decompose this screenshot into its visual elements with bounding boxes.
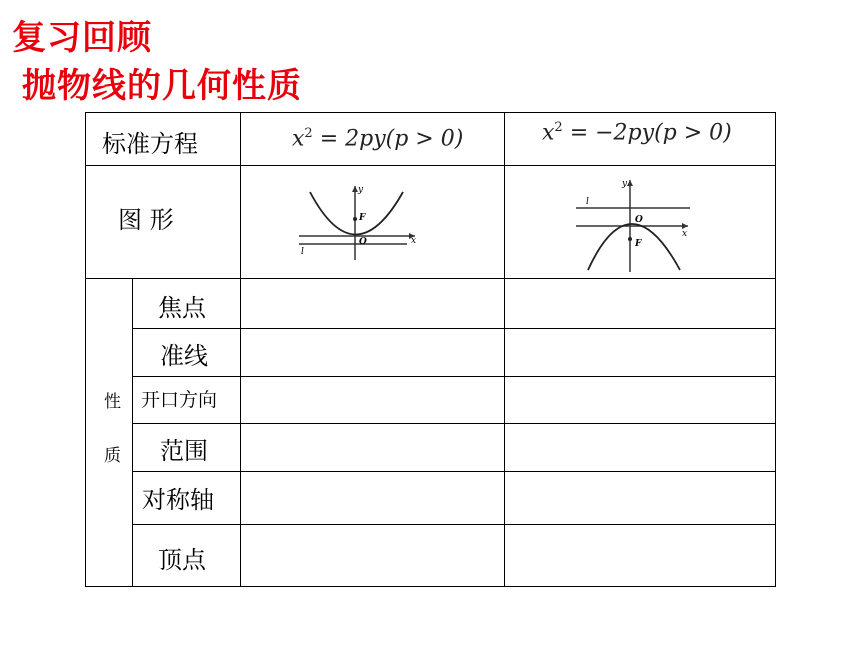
group-label-bottom: 质 <box>104 446 121 466</box>
table-border-right <box>775 112 776 587</box>
graph-x-label: x <box>682 229 688 239</box>
table-border-bottom <box>85 586 776 587</box>
focus-point <box>353 217 357 221</box>
parabola-down-graph <box>570 176 695 274</box>
table-line-row1 <box>132 328 776 329</box>
graph-o-label: O <box>635 215 643 225</box>
row-label-range: 范围 <box>160 437 208 465</box>
figure-label: 图 形 <box>118 206 174 234</box>
table-line-after-header <box>85 165 776 166</box>
parabola-up-graph <box>295 182 420 262</box>
table-border-left <box>85 112 86 587</box>
table-line-row4 <box>132 471 776 472</box>
row-label-opening-direction: 开口方向 <box>141 389 218 411</box>
row-label-focus: 焦点 <box>158 294 206 322</box>
graph-y-label: y <box>622 179 628 189</box>
graph-o-label: O <box>359 237 367 247</box>
equation-upward <box>292 126 463 151</box>
table-line-group-col <box>132 279 133 587</box>
eq1-rest: = 2py(p > 0) <box>312 126 464 152</box>
graph-f-label: F <box>635 239 642 249</box>
graph-l-label: l <box>586 197 589 207</box>
y-axis-arrow <box>627 180 633 186</box>
parabola-curve <box>310 192 403 235</box>
eq2-base: x <box>542 120 555 146</box>
graph-x-label: x <box>411 236 417 246</box>
table-border-top <box>85 112 776 113</box>
table-line-mid-col <box>504 112 505 587</box>
row-label-vertex: 顶点 <box>158 546 206 574</box>
eq1-exponent: 2 <box>304 126 313 141</box>
graph-f-label: F <box>359 213 366 223</box>
table-line-row3 <box>132 423 776 424</box>
row-label-axis-of-symmetry: 对称轴 <box>142 486 214 514</box>
table-line-after-figure <box>85 278 776 279</box>
eq2-exponent: 2 <box>554 120 563 135</box>
graph-y-label: y <box>358 185 364 195</box>
group-label-top: 性 <box>104 392 121 412</box>
slide-title: 复习回顾 <box>12 18 152 58</box>
eq1-base: x <box>292 126 305 152</box>
parabola-curve <box>588 224 680 270</box>
focus-point <box>628 237 632 241</box>
graph-l-label: l <box>301 247 304 257</box>
slide-subtitle: 抛物线的几何性质 <box>22 66 302 106</box>
equation-downward <box>542 120 732 145</box>
table-line-row5 <box>132 524 776 525</box>
row-label-directrix: 准线 <box>160 342 208 370</box>
table-line-row2 <box>132 376 776 377</box>
table-line-label-col <box>240 112 241 587</box>
header-label: 标准方程 <box>102 130 198 158</box>
eq2-rest: = −2py(p > 0) <box>562 120 732 146</box>
